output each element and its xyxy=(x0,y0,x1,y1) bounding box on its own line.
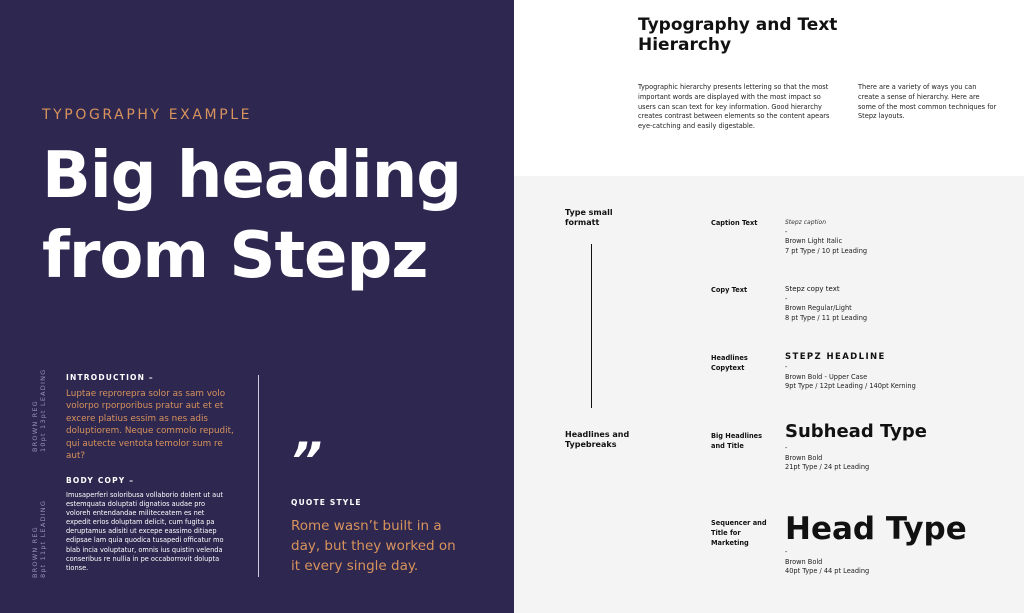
row-caption-font: Brown Light Italic xyxy=(785,237,843,246)
vertical-label-body-size: 8pt 11pt LEADING xyxy=(39,499,47,578)
row-copy-font: Brown Regular/Light xyxy=(785,304,852,313)
row-head-spec: 40pt Type / 44 pt Leading xyxy=(785,567,870,576)
body-copy-text: Imusaperferi soloribusa vollaborio dolent ut aut estemquata doluptati dignatios audae pro voloreh entendandae militeceatem es net expedit erios doluptam delicit, cum fugita pa deruptamus adisiti ut excepe eassimo ditiaep edipsae lam quia quodica tusapedi officatur mo blab incia voluptatur, omnis ius quistin velenda conseribus re nullia in pe occaborrovit dolupta tionse. xyxy=(66,491,224,572)
vertical-label-body-font: BROWN REG xyxy=(31,526,39,578)
row-caption-spec: 7 pt Type / 10 pt Leading xyxy=(785,246,868,255)
row-head-label: Sequencer and Title for Marketing xyxy=(711,519,767,547)
row-headline-details xyxy=(785,352,1005,392)
intro-label: INTRODUCTION – xyxy=(66,373,154,382)
row-copy-dash: - xyxy=(785,294,788,303)
row-caption-label: Caption Text xyxy=(711,219,758,227)
body-copy-label: BODY COPY – xyxy=(66,476,135,485)
row-subhead-dash: - xyxy=(785,444,788,452)
row-headline-sample: STEPZ HEADLINE xyxy=(785,352,886,362)
intro-text: Luptae reprorepra solor as sam volo volorpo rporporibus pratur aut et et excere platius essim as nes adis doluptiorem. Neque commolo repudit, qui autecte ventota temolor sum re aut? xyxy=(66,389,234,462)
section-divider-line xyxy=(591,244,592,408)
row-copy-details xyxy=(785,285,985,323)
row-head-dash: - xyxy=(785,548,788,556)
row-head-details xyxy=(785,510,1010,577)
vertical-label-intro xyxy=(31,369,47,452)
row-caption-dash: - xyxy=(785,227,788,236)
row-subhead-spec: 21pt Type / 24 pt Leading xyxy=(785,463,870,472)
hierarchy-paragraph-1: Typographic hierarchy presents lettering so that the most important words are displayed with the most impact so users can scan text for key information. Good hierarchy creates contrast between elements so the content apears eye-catching and easily digestable. xyxy=(638,83,830,131)
row-subhead-details xyxy=(785,420,1005,473)
row-headline-font: Brown Bold - Upper Case xyxy=(785,372,868,381)
vertical-label-intro-font: BROWN REG xyxy=(31,400,39,452)
row-headline-label: Headlines Copytext xyxy=(711,354,748,372)
vertical-label-intro-size: 10pt 13pt LEADING xyxy=(39,368,47,452)
quote-mark-icon: ” xyxy=(290,432,323,490)
typography-eyebrow: TYPOGRAPHY EXAMPLE xyxy=(42,107,253,123)
row-caption-details xyxy=(785,218,985,256)
row-head-sample: Head Type xyxy=(785,511,967,547)
row-copy-label: Copy Text xyxy=(711,286,748,294)
row-head-font: Brown Bold xyxy=(785,557,823,566)
section-headlines: Headlines and Typebreaks xyxy=(565,430,630,449)
row-subhead-sample: Subhead Type xyxy=(785,421,927,442)
row-subhead-label: Big Headlines and Title xyxy=(711,432,763,450)
section-type-small: Type small formatt xyxy=(565,208,613,227)
row-copy-sample: Stepz copy text xyxy=(785,285,840,293)
row-headline-spec: 9pt Type / 12pt Leading / 140pt Kerning xyxy=(785,382,916,391)
hierarchy-paragraph-2: There are a variety of ways you can create a sense of hierarchy. Here are some of the most common techniques for Stepz layouts. xyxy=(858,83,997,121)
vertical-label-body xyxy=(31,500,47,578)
quote-style-label: QUOTE STYLE xyxy=(291,498,362,507)
row-copy-spec: 8 pt Type / 11 pt Leading xyxy=(785,313,868,322)
row-caption-sample: Stepz caption xyxy=(785,219,826,226)
big-heading: Big heading from Stepz xyxy=(42,139,462,293)
hierarchy-title: Typography and Text Hierarchy xyxy=(638,15,838,55)
divider-line xyxy=(258,375,259,577)
row-subhead-font: Brown Bold xyxy=(785,453,823,462)
row-headline-dash: - xyxy=(785,363,788,371)
quote-text: Rome wasn’t built in a day, but they worked on it every single day. xyxy=(291,518,456,574)
